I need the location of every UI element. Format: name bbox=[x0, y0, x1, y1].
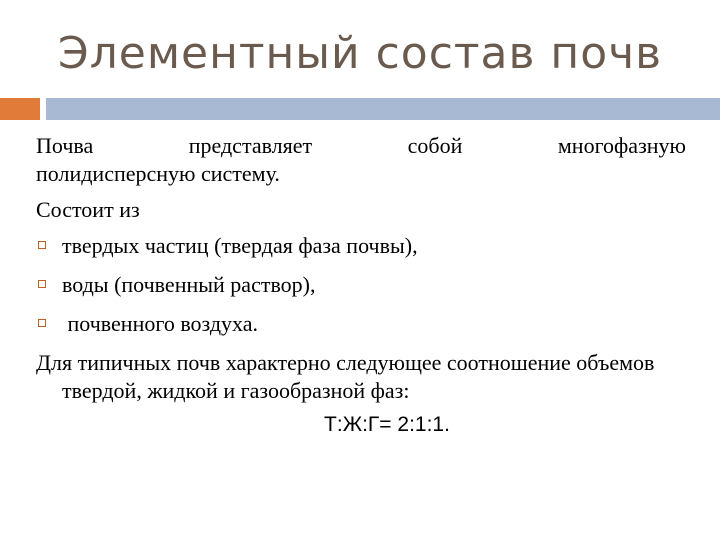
formula: Т:Ж:Г= 2:1:1. bbox=[324, 413, 450, 436]
list-item bbox=[36, 271, 686, 299]
justified-line bbox=[36, 132, 686, 160]
paragraph-phase-ratio: Для типичных почв характерно следующее соотношение объемов твердой, жидкой и газообразной фаз: bbox=[36, 350, 655, 403]
accent-bar-orange bbox=[0, 98, 40, 120]
word: представляет bbox=[188, 133, 313, 158]
list-item bbox=[36, 232, 686, 260]
slide-title: Элементный состав почв bbox=[57, 28, 663, 79]
paragraph-consists-of: Состоит из bbox=[36, 197, 140, 222]
list-item bbox=[36, 310, 686, 338]
word: собой bbox=[407, 133, 463, 158]
list-item-text: твердых частиц (твердая фаза почвы), bbox=[62, 233, 418, 258]
slide-content bbox=[36, 132, 686, 439]
list-item-text: почвенного воздуха. bbox=[62, 311, 259, 336]
paragraph-line: полидисперсную систему. bbox=[36, 161, 280, 186]
list-item-text: воды (почвенный раствор), bbox=[62, 272, 316, 297]
accent-bar-blue bbox=[46, 98, 720, 120]
word: многофазную bbox=[557, 133, 686, 158]
square-bullet-icon bbox=[36, 232, 62, 260]
square-bullet-icon bbox=[36, 310, 62, 338]
word: Почва bbox=[36, 133, 94, 158]
square-bullet-icon bbox=[36, 271, 62, 299]
paragraph-soil-definition bbox=[36, 132, 686, 188]
